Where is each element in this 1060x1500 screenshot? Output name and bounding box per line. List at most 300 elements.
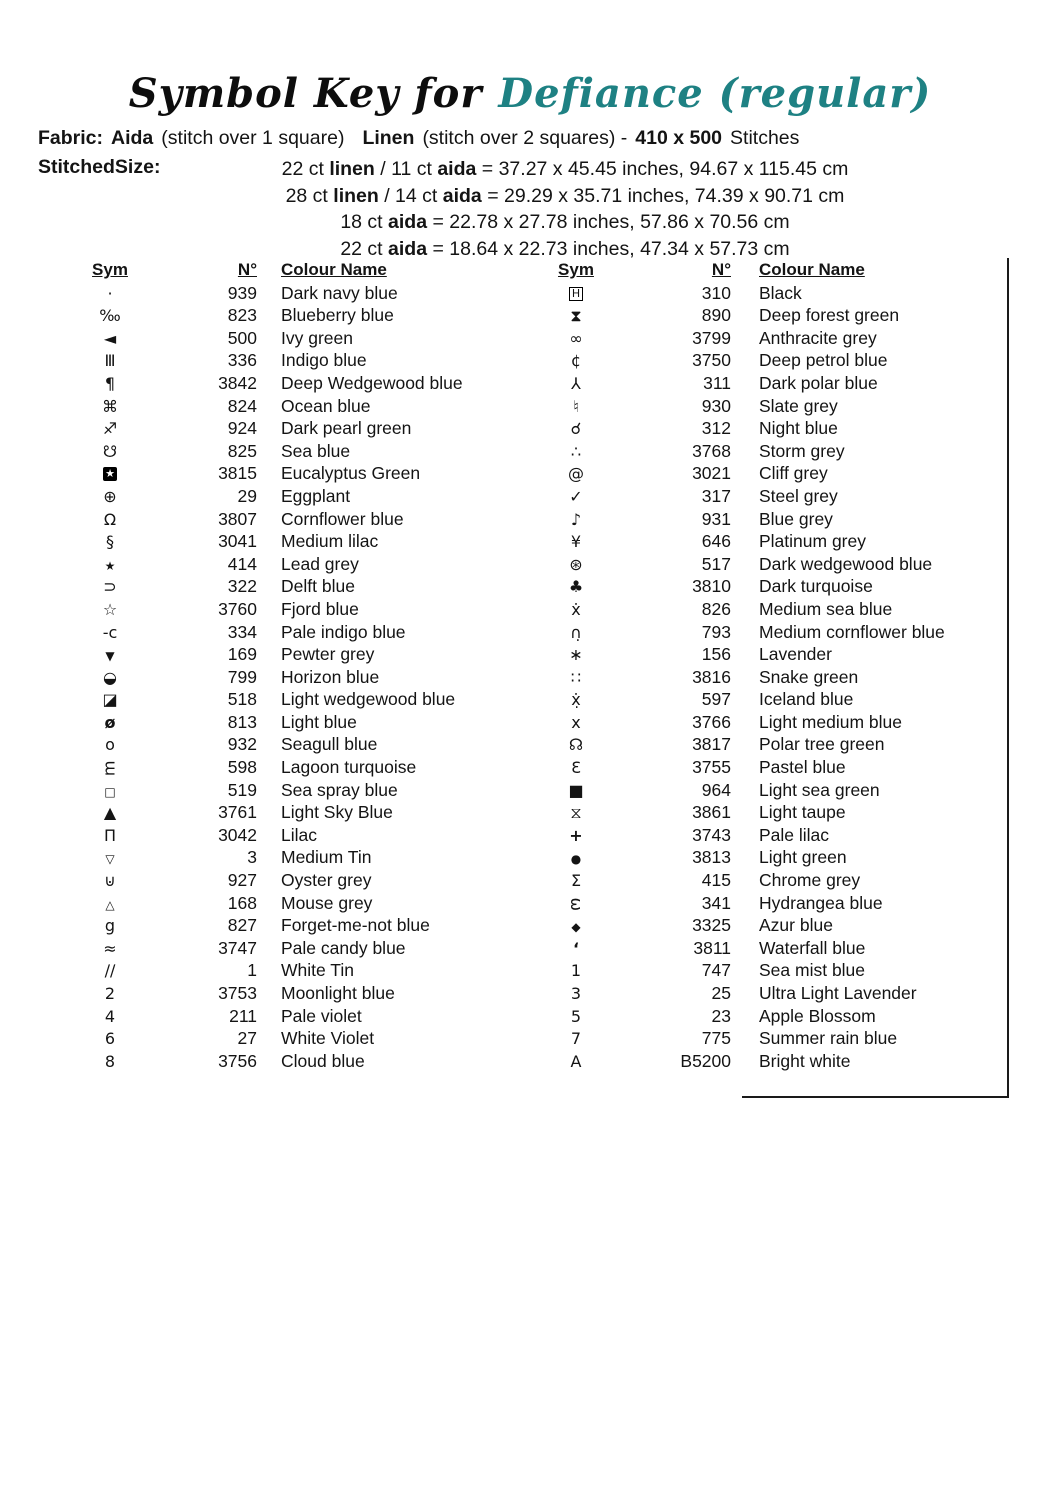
thread-number-cell: 598: [227, 757, 257, 778]
symbol-glyph: ◒: [103, 667, 117, 687]
colour-name-cell: Dark polar blue: [759, 372, 878, 393]
thread-number-cell: 169: [227, 644, 257, 665]
colour-name-cell: Light blue: [281, 711, 357, 732]
thread-number-cell: 927: [227, 870, 257, 891]
thread-number-cell: 932: [227, 734, 257, 755]
colour-name-cell: Dark turquoise: [759, 576, 873, 597]
symbol-cell: [548, 283, 604, 306]
colour-name-cell: Bright white: [759, 1050, 851, 1071]
symbol-glyph: ⊍: [104, 871, 116, 891]
symbol-cell: [548, 983, 604, 1006]
thread-number-cell: 1: [247, 960, 257, 981]
symbol-cell: [548, 757, 604, 780]
colour-name-cell: Slate grey: [759, 395, 838, 416]
symbol-cell: [75, 441, 145, 464]
colour-name-cell: Seagull blue: [281, 734, 378, 755]
symbol-glyph: ¥: [570, 532, 582, 552]
thread-number-cell: 3743: [692, 824, 731, 845]
thread-number-cell: 793: [701, 621, 731, 642]
colour-name-cell: Sea mist blue: [759, 960, 866, 981]
symbol-glyph: ∞: [569, 328, 583, 348]
thread-number-cell: 3755: [692, 757, 731, 778]
symbol-cell: [75, 486, 145, 509]
thread-number-cell: 415: [701, 870, 731, 891]
thread-number-cell: 826: [701, 598, 731, 619]
symbol-glyph: ☋: [102, 441, 118, 461]
symbol-cell: [548, 780, 604, 803]
symbol-glyph: ∩̣: [570, 622, 582, 642]
symbol-cell: [75, 576, 145, 599]
colour-name-cell: Indigo blue: [281, 350, 367, 371]
symbol-key-table-left: [75, 260, 521, 1073]
symbol-glyph: Π: [103, 825, 117, 845]
header-sym: Sym: [558, 260, 594, 279]
thread-number-cell: 3325: [692, 915, 731, 936]
symbol-glyph: ≈: [103, 938, 117, 958]
thread-number-cell: 824: [227, 395, 257, 416]
symbol-cell: [75, 599, 145, 622]
colour-name-cell: Sea spray blue: [281, 779, 398, 800]
thread-number-cell: 518: [227, 689, 257, 710]
colour-name-cell: Summer rain blue: [759, 1028, 898, 1049]
thread-number-cell: 939: [227, 282, 257, 303]
fabric-aida-note: (stitch over 1 square): [161, 127, 345, 149]
symbol-cell: [75, 644, 145, 667]
colour-name-cell: Steel grey: [759, 485, 838, 506]
symbol-glyph: g: [104, 916, 116, 936]
symbol-cell: [548, 734, 604, 757]
colour-name-cell: Blueberry blue: [281, 305, 394, 326]
thread-number-cell: 890: [701, 305, 731, 326]
stitched-size-line: [215, 183, 915, 210]
symbol-glyph: 6: [104, 1029, 116, 1049]
thread-number-cell: 25: [711, 983, 731, 1003]
symbol-cell: [548, 418, 604, 441]
symbol-glyph: △: [105, 897, 115, 912]
symbol-glyph: ▽: [105, 852, 115, 867]
thread-number-cell: 519: [227, 779, 257, 800]
symbol-cell: [548, 396, 604, 419]
thread-number-cell: 3815: [218, 463, 257, 484]
symbol-cell: [75, 554, 145, 577]
symbol-glyph: A: [570, 1051, 582, 1071]
colour-name-cell: Chrome grey: [759, 870, 861, 891]
thread-number-cell: 3: [247, 847, 257, 868]
stitched-size-label: StitchedSize:: [38, 156, 161, 178]
size-text: 22 ct: [340, 237, 389, 260]
thread-number-cell: 3761: [218, 802, 257, 823]
symbol-glyph: 3: [570, 984, 582, 1003]
symbol-glyph: ☌: [570, 419, 582, 439]
stitch-count: 410 x 500: [635, 127, 723, 149]
symbol-cell: [548, 667, 604, 690]
symbol-cell: [75, 712, 145, 735]
colour-name-cell: Dark pearl green: [281, 418, 412, 439]
symbol-cell: [548, 1051, 604, 1074]
symbol-glyph: x: [571, 712, 581, 732]
symbol-glyph: ∴: [570, 441, 582, 461]
symbol-glyph: ♐: [102, 419, 118, 439]
symbol-glyph: ⊕: [103, 486, 117, 506]
stitched-size-lines: [215, 156, 915, 262]
colour-name-cell: Eggplant: [281, 485, 351, 506]
symbol-glyph: 5: [570, 1006, 582, 1026]
symbol-glyph: ★: [104, 558, 116, 573]
thread-number-cell: 3756: [218, 1050, 257, 1071]
symbol-cell: [75, 1028, 145, 1051]
colour-name-cell: Fjord blue: [281, 598, 359, 619]
thread-number-cell: 3753: [218, 983, 257, 1003]
symbol-glyph: ⊛: [569, 554, 583, 574]
thread-number-cell: 3817: [692, 734, 731, 755]
thread-number-cell: 747: [701, 960, 731, 981]
thread-number-cell: 3768: [692, 440, 731, 461]
symbol-glyph: ‘: [572, 938, 580, 958]
symbol-glyph: ∗: [569, 645, 583, 665]
symbol-cell: [548, 554, 604, 577]
thread-number-cell: 310: [701, 282, 731, 303]
header-number: N°: [237, 260, 257, 279]
symbol-glyph: §: [106, 532, 114, 552]
thread-number-cell: 597: [701, 689, 731, 710]
colour-name-cell: Horizon blue: [281, 666, 380, 687]
size-fabric: aida: [388, 237, 428, 260]
symbol-glyph: m: [99, 760, 119, 777]
thread-number-cell: 211: [229, 1005, 257, 1026]
symbol-cell: [75, 983, 145, 1006]
colour-name-cell: Ocean blue: [281, 395, 371, 416]
size-text: / 14 ct: [378, 184, 443, 207]
symbol-cell: [548, 463, 604, 486]
colour-name-cell: Storm grey: [759, 440, 845, 461]
colour-name-cell: Light sea green: [759, 779, 880, 800]
colour-name-cell: Pale violet: [281, 1005, 362, 1026]
header-colour-name: Colour Name: [759, 260, 865, 279]
size-text: = 22.78 x 27.78 inches, 57.86 x 70.56 cm: [427, 211, 790, 234]
header-number: N°: [711, 260, 731, 279]
size-fabric: linen: [329, 158, 375, 180]
title-pattern-name: Defiance (regular): [498, 70, 932, 117]
size-text: 22 ct: [281, 158, 330, 180]
colour-name-cell: Medium sea blue: [759, 598, 893, 619]
symbol-glyph: Σ: [570, 871, 582, 891]
symbol-cell: [75, 780, 145, 803]
colour-name-cell: Lilac: [281, 824, 317, 845]
thread-number-cell: 322: [227, 576, 257, 597]
thread-number-cell: 3811: [693, 937, 731, 958]
thread-number-cell: 3747: [218, 937, 257, 958]
symbol-cell: [75, 1051, 145, 1074]
size-fabric: aida: [388, 211, 428, 234]
symbol-cell: [548, 960, 604, 983]
symbol-cell: [548, 938, 604, 961]
stitched-size-line: [215, 209, 915, 236]
thread-number-cell: 3861: [692, 802, 731, 823]
colour-name-cell: Pale indigo blue: [281, 621, 406, 642]
symbol-glyph: ▼: [105, 649, 115, 664]
symbol-glyph: ■: [568, 780, 584, 800]
symbol-cell: [75, 509, 145, 532]
symbol-glyph: ◪: [102, 690, 118, 710]
symbol-cell: [75, 938, 145, 961]
thread-number-cell: 3799: [692, 327, 731, 348]
colour-name-cell: Cornflower blue: [281, 508, 404, 529]
symbol-glyph: ẋ̣: [571, 690, 581, 710]
thread-number-cell: 3842: [218, 372, 257, 393]
colour-name-cell: Ivy green: [281, 327, 353, 348]
symbol-glyph: 7: [570, 1029, 582, 1049]
thread-number-cell: 311: [703, 372, 731, 393]
thread-number-cell: 3042: [218, 824, 257, 845]
symbol-cell: [75, 689, 145, 712]
colour-name-cell: Anthracite grey: [759, 327, 877, 348]
symbol-cell: [75, 757, 145, 780]
page-title: [0, 70, 1060, 117]
symbol-cell: [75, 622, 145, 645]
symbol-glyph: ⅄: [571, 373, 581, 393]
thread-number-cell: 29: [237, 485, 257, 506]
symbol-glyph: +: [569, 825, 583, 845]
symbol-glyph: Ɛ: [571, 758, 581, 778]
colour-name-cell: Lavender: [759, 644, 832, 665]
fabric-label: Fabric:: [38, 127, 104, 149]
colour-name-cell: Waterfall blue: [759, 937, 866, 958]
symbol-cell: [75, 350, 145, 373]
thread-number-cell: 964: [701, 779, 731, 800]
colour-name-cell: White Violet: [281, 1028, 375, 1049]
symbol-cell: [548, 441, 604, 464]
colour-name-cell: Light green: [759, 847, 847, 868]
symbol-cell: [548, 893, 604, 916]
symbol-glyph: @: [568, 464, 584, 484]
symbol-cell: [75, 283, 145, 306]
size-text: = 29.29 x 35.71 inches, 74.39 x 90.71 cm: [481, 184, 845, 207]
symbol-cell: [548, 689, 604, 712]
thread-number-cell: 799: [227, 666, 257, 687]
fabric-aida: Aida: [111, 127, 154, 149]
header-sym: Sym: [92, 260, 128, 279]
symbol-glyph: ◄: [103, 328, 117, 348]
colour-name-cell: Ultra Light Lavender: [759, 983, 917, 1003]
symbol-glyph: -c: [102, 622, 118, 642]
thread-number-cell: 27: [237, 1028, 257, 1049]
colour-name-cell: Dark wedgewood blue: [759, 553, 933, 574]
symbol-glyph: ✓: [569, 486, 583, 506]
colour-name-cell: Snake green: [759, 666, 859, 687]
symbol-cell: [548, 712, 604, 735]
symbol-cell: [548, 870, 604, 893]
colour-name-cell: Platinum grey: [759, 531, 866, 552]
colour-name-cell: Pale candy blue: [281, 937, 406, 958]
thread-number-cell: 924: [227, 418, 257, 439]
thread-number-cell: 317: [701, 485, 731, 506]
symbol-cell: [548, 802, 604, 825]
symbol-glyph: o: [105, 735, 115, 755]
thread-number-cell: 646: [701, 531, 731, 552]
colour-name-cell: Deep Wedgewood blue: [281, 372, 463, 393]
symbol-glyph: ·: [107, 283, 113, 303]
thread-number-cell: 931: [701, 508, 731, 529]
symbol-cell: [548, 486, 604, 509]
symbol-cell: [75, 734, 145, 757]
size-text: = 18.64 x 22.73 inches, 47.34 x 57.73 cm: [427, 237, 790, 260]
stitch-count-suffix: Stitches: [730, 127, 800, 149]
symbol-cell: [75, 893, 145, 916]
symbol-glyph: 1: [570, 961, 582, 981]
symbol-glyph: ☊: [568, 735, 584, 755]
symbol-cell: [75, 825, 145, 848]
symbol-glyph: ⧗: [570, 306, 582, 326]
thread-number-cell: 23: [711, 1005, 731, 1026]
thread-number-cell: 517: [701, 553, 731, 574]
symbol-cell: [548, 328, 604, 351]
symbol-glyph: ●: [570, 852, 582, 867]
symbol-cell: [75, 667, 145, 690]
colour-name-cell: Pewter grey: [281, 644, 375, 665]
thread-number-cell: 334: [227, 621, 257, 642]
thread-number-cell: 3750: [692, 350, 731, 371]
thread-number-cell: 3813: [692, 847, 731, 868]
thread-number-cell: 168: [227, 892, 257, 913]
colour-name-cell: Deep forest green: [759, 305, 900, 326]
stitched-size-line: [215, 156, 915, 183]
colour-name-cell: Deep petrol blue: [759, 350, 888, 371]
symbol-cell: [548, 509, 604, 532]
colour-name-cell: Light taupe: [759, 802, 846, 823]
thread-number-cell: 3021: [692, 463, 731, 484]
colour-name-cell: Eucalyptus Green: [281, 463, 421, 484]
colour-name-cell: Hydrangea blue: [759, 892, 883, 913]
symbol-glyph: ‰: [99, 306, 121, 326]
colour-name-cell: Cloud blue: [281, 1050, 365, 1071]
colour-name-cell: Dark navy blue: [281, 282, 398, 303]
thread-number-cell: 825: [227, 440, 257, 461]
symbol-cell: [75, 305, 145, 328]
thread-number-cell: 3810: [692, 576, 731, 597]
symbol-glyph: ¶: [104, 373, 116, 393]
symbol-glyph: ◆: [571, 920, 581, 935]
symbol-glyph: ♣: [568, 577, 584, 597]
colour-name-cell: Medium Tin: [281, 847, 372, 868]
size-text: 18 ct: [340, 211, 389, 234]
symbol-cell: [548, 373, 604, 396]
thread-number-cell: 827: [227, 915, 257, 936]
symbol-glyph: 4: [104, 1006, 116, 1026]
symbol-cell: [548, 622, 604, 645]
symbol-cell: [548, 599, 604, 622]
colour-name-cell: Blue grey: [759, 508, 833, 529]
symbol-cell: [75, 328, 145, 351]
size-fabric: linen: [333, 184, 379, 207]
symbol-cell: [548, 350, 604, 373]
symbol-glyph: ∕∕: [104, 961, 116, 981]
fabric-linen-note: (stitch over 2 squares) -: [422, 127, 628, 149]
thread-number-cell: 3816: [692, 666, 731, 687]
thread-number-cell: 3760: [218, 598, 257, 619]
size-text: 28 ct: [285, 184, 334, 207]
thread-number-cell: 930: [701, 395, 731, 416]
symbol-glyph: ¢: [570, 351, 582, 371]
symbol-glyph: ♮: [573, 396, 579, 416]
symbol-cell: [75, 396, 145, 419]
symbol-glyph: ω: [567, 897, 587, 911]
symbol-cell: [75, 531, 145, 554]
colour-name-cell: Medium cornflower blue: [759, 621, 945, 642]
symbol-cell: [75, 960, 145, 983]
symbol-cell: [75, 870, 145, 893]
symbol-cell: [548, 915, 604, 938]
symbol-cell: [75, 373, 145, 396]
thread-number-cell: 500: [227, 327, 257, 348]
colour-name-cell: Pastel blue: [759, 757, 846, 778]
title-prefix: Symbol Key for: [128, 70, 483, 117]
symbol-cell: [75, 463, 145, 486]
colour-name-cell: Iceland blue: [759, 689, 854, 710]
colour-name-cell: Lagoon turquoise: [281, 757, 417, 778]
symbol-cell: [548, 305, 604, 328]
colour-name-cell: Azur blue: [759, 915, 833, 936]
symbol-cell: [75, 418, 145, 441]
symbol-glyph: □: [104, 784, 116, 799]
symbol-cell: [548, 531, 604, 554]
colour-name-cell: Night blue: [759, 418, 838, 439]
symbol-glyph: ♪: [570, 509, 582, 529]
colour-name-cell: Black: [759, 282, 802, 303]
colour-name-cell: Light wedgewood blue: [281, 689, 456, 710]
colour-name-cell: White Tin: [281, 960, 354, 981]
symbol-cell: [548, 825, 604, 848]
colour-name-cell: Delft blue: [281, 576, 355, 597]
symbol-glyph: 8: [104, 1051, 116, 1071]
header-colour-name: Colour Name: [281, 260, 387, 279]
symbol-cell: [75, 1006, 145, 1029]
thread-number-cell: 156: [701, 644, 731, 665]
symbol-cell: [75, 847, 145, 870]
thread-number-cell: 813: [227, 711, 257, 732]
symbol-glyph: ẋ: [571, 599, 581, 619]
page-boundary-line: [742, 258, 1009, 1098]
symbol-glyph: Ω: [103, 509, 117, 529]
symbol-glyph: Ⅲ: [104, 351, 116, 371]
symbol-glyph: ø: [104, 712, 116, 732]
symbol-glyph: ⧖: [570, 803, 582, 823]
symbol-cell: [548, 847, 604, 870]
colour-name-cell: Polar tree green: [759, 734, 885, 755]
symbol-glyph: 2: [104, 984, 116, 1003]
symbol-cell: [548, 644, 604, 667]
thread-number-cell: 823: [227, 305, 257, 326]
symbol-glyph: ⊃: [103, 577, 117, 597]
thread-number-cell: 3041: [218, 531, 257, 552]
thread-number-cell: 775: [701, 1028, 731, 1049]
symbol-glyph: ∷: [570, 667, 582, 687]
symbol-cell: [75, 802, 145, 825]
symbol-cell: [548, 576, 604, 599]
symbol-cell: [548, 1028, 604, 1051]
size-fabric: aida: [442, 184, 482, 207]
colour-name-cell: Oyster grey: [281, 870, 372, 891]
symbol-cell: [75, 915, 145, 938]
colour-name-cell: Light Sky Blue: [281, 802, 393, 823]
symbol-glyph: H: [569, 287, 583, 301]
size-text: / 11 ct: [374, 158, 438, 180]
thread-number-cell: 341: [701, 892, 731, 913]
colour-name-cell: Mouse grey: [281, 892, 373, 913]
colour-name-cell: Cliff grey: [759, 463, 828, 484]
thread-number-cell: 414: [227, 553, 257, 574]
fabric-line: [38, 127, 807, 150]
colour-name-cell: Apple Blossom: [759, 1005, 876, 1026]
